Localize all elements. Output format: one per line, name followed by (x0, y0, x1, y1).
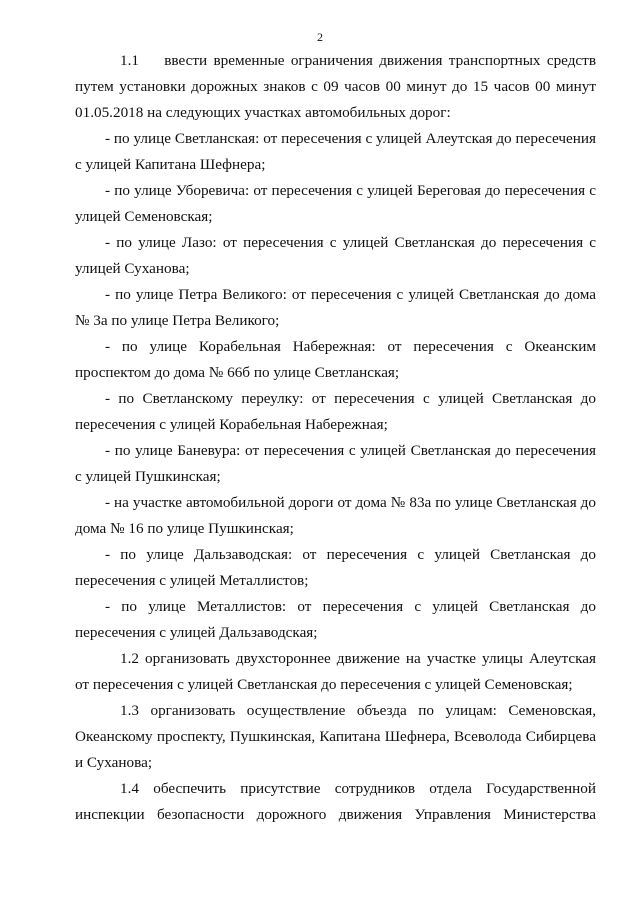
paragraph-1-3: 1.3 организовать осуществление объезда по улицам: Семеновская, Океанскому проспекту, Пушкинская, Капитана Шефнера, Всеволода Сибирцева и Суханова; (75, 702, 596, 771)
list-item-svetlanskaya: - по улице Светланская: от пересечения с улицей Алеутская до пересечения с улицей Капитана Шефнера; (75, 130, 596, 173)
list-item-korabelnaya: - по улице Корабельная Набережная: от пересечения с Океанским проспектом до дома № 66б по улице Светланская; (75, 338, 596, 381)
list-item-svetlansky-pereulok: - по Светланскому переулку: от пересечения с улицей Светланская до пересечения с улицей Корабельная Набережная; (75, 390, 596, 433)
paragraph-1-2: 1.2 организовать двухстороннее движение на участке улицы Алеутская от пересечения с улицей Светланская до пересечения с улицей Семеновская; (75, 650, 596, 693)
document-body (75, 48, 596, 828)
list-item-dom-83a: - на участке автомобильной дороги от дома № 83а по улице Светланская до дома № 16 по улице Пушкинская; (75, 494, 596, 537)
list-item-dalzavodskaya: - по улице Дальзаводская: от пересечения с улицей Светланская до пересечения с улицей Металлистов; (75, 546, 596, 589)
paragraph-1-1: 1.1 ввести временные ограничения движения транспортных средств путем установки дорожных знаков с 09 часов 00 минут до 15 часов 00 минут 01.05.2018 на следующих участках автомобильных дорог: (75, 52, 596, 121)
list-item-lazo: - по улице Лазо: от пересечения с улицей Светланская до пересечения с улицей Суханова; (75, 234, 596, 277)
list-item-metallistov: - по улице Металлистов: от пересечения с улицей Светланская до пересечения с улицей Дальзаводская; (75, 598, 596, 641)
list-item-petra-velikogo: - по улице Петра Великого: от пересечения с улицей Светланская до дома № 3а по улице Петра Великого; (75, 286, 596, 329)
page-number: 2 (317, 30, 323, 44)
list-item-baneveura: - по улице Баневура: от пересечения с улицей Светланская до пересечения с улицей Пушкинская; (75, 442, 596, 485)
list-item-uborevicha: - по улице Уборевича: от пересечения с улицей Береговая до пересечения с улицей Семеновская; (75, 182, 596, 225)
paragraph-1-4: 1.4 обеспечить присутствие сотрудников отдела Государственной инспекции безопасности дорожного движения Управления Министерства (75, 780, 596, 823)
